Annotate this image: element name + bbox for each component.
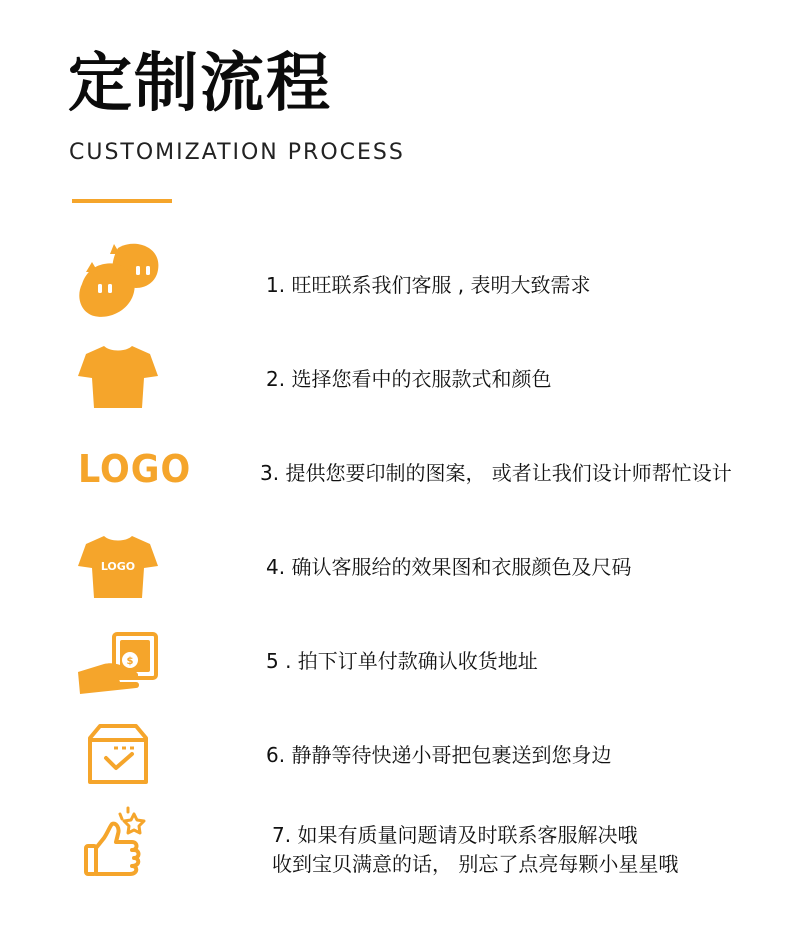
step-6-text: 6. 静静等待快递小哥把包裹送到您身边 xyxy=(266,743,612,767)
step-7-text: 7. 如果有质量问题请及时联系客服解决哦 xyxy=(272,823,638,847)
step-7-text-line2: 收到宝贝满意的话， 别忘了点亮每颗小星星哦 xyxy=(272,852,679,876)
package-box-icon xyxy=(74,724,162,786)
step-1-text: 1. 旺旺联系我们客服 , 表明大致需求 xyxy=(266,273,591,297)
thumbs-up-star-icon xyxy=(74,806,162,880)
step-5-text: 5 . 拍下订单付款确认收货地址 xyxy=(266,649,538,673)
svg-text:$: $ xyxy=(126,656,134,667)
step-3-text: 3. 提供您要印制的图案， 或者让我们设计师帮忙设计 xyxy=(260,461,732,485)
payment-hand-icon xyxy=(74,630,162,696)
logo-icon: LOGO xyxy=(78,448,192,492)
step-4-text: 4. 确认客服给的效果图和衣服颜色及尺码 xyxy=(266,555,632,579)
chat-bubbles-icon xyxy=(74,240,162,320)
tshirt-icon xyxy=(74,340,162,412)
accent-divider xyxy=(72,199,172,203)
step-2-text: 2. 选择您看中的衣服款式和颜色 xyxy=(266,367,552,391)
tshirt-logo-label: LOGO xyxy=(100,560,136,573)
tshirt-logo-icon xyxy=(74,530,162,602)
page-subtitle: CUSTOMIZATION PROCESS xyxy=(69,140,405,165)
page-title: 定制流程 xyxy=(68,47,332,121)
